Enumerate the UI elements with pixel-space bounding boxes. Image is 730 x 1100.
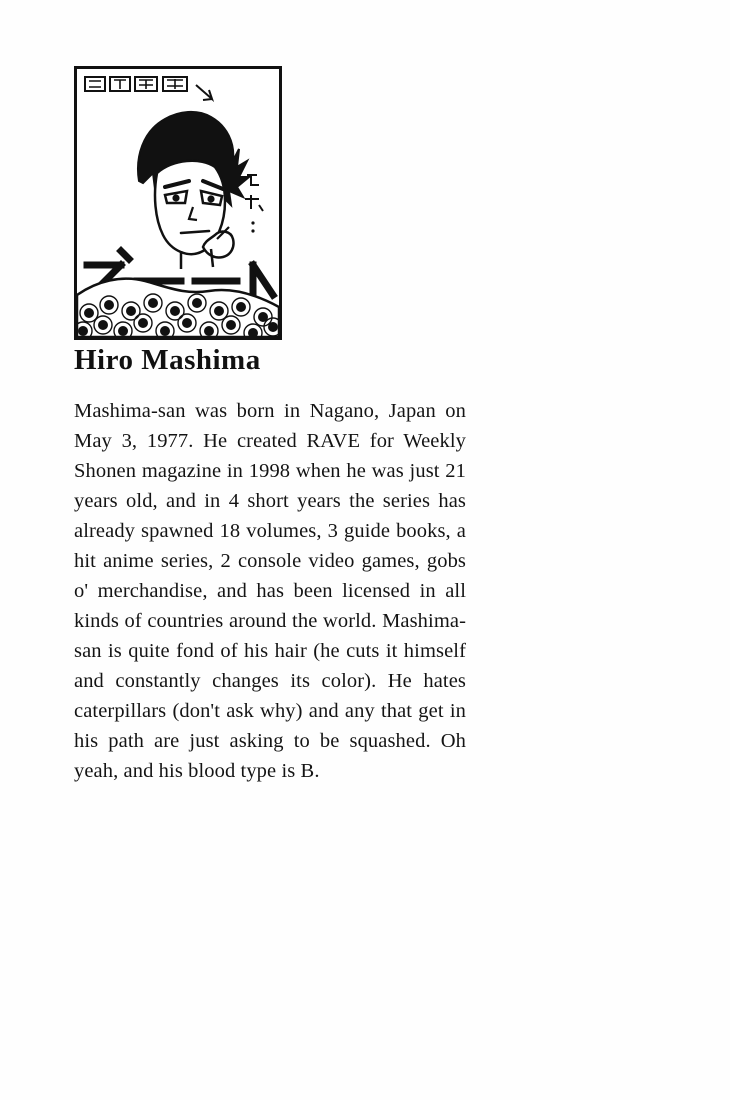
author-bio-text: Mashima-san was born in Nagano, Japan on May 3, 1977. He created RAVE for Weekly Shonen magazine in 1998 when he was just 21 years old, and in 4 short years the series has already spawned 18 volumes, 3 guide books, a hit anime series, 2 console video games, gobs o' merchandise, and has been licensed in all kinds of countries around the world. Mashima-san is quite fond of his hair (he cuts it himself and constantly changes its color). He hates caterpillars (don't ask why) and any that get in his path are just asking to be squashed. Oh yeah, and his blood type is B. [74,400,466,782]
author-portrait-panel [74,66,282,340]
author-bio [74,396,466,786]
author-name: Hiro Mashima [74,344,261,376]
author-portrait-illustration [77,69,279,337]
